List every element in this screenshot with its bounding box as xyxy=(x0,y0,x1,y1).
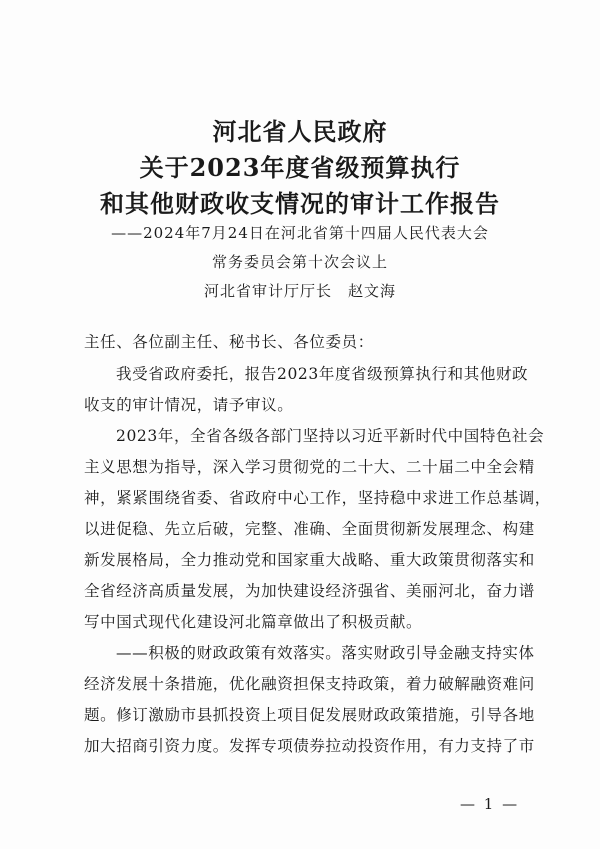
paragraph-2-line-2: 主义思想为指导，深入学习贯彻党的二十大、二十届二中全会精 xyxy=(84,458,535,476)
page-number: — 1 — xyxy=(460,795,520,813)
paragraph-2-line-6: 全省经济高质量发展，为加快建设经济强省、美丽河北，奋力谱 xyxy=(84,582,535,600)
subtitle-line-2: 常务委员会第十次会议上 xyxy=(211,253,388,271)
title-line-1: 河北省人民政府 xyxy=(212,117,388,146)
subtitle-line-3: 河北省审计厅厅长 赵文海 xyxy=(203,282,396,300)
subtitle-line-1: ——2024年7月24日在河北省第十四届人民代表大会 xyxy=(111,224,489,242)
paragraph-2-line-7: 写中国式现代化建设河北篇章做出了积极贡献。 xyxy=(84,613,423,631)
paragraph-2-line-4: 以进促稳、先立后破，完整、准确、全面贯彻新发展理念、构建 xyxy=(84,520,535,538)
title-line-2: 关于2023年度省级预算执行 xyxy=(139,153,461,182)
title-line-3: 和其他财政收支情况的审计工作报告 xyxy=(100,189,500,218)
salutation: 主任、各位副主任、秘书长、各位委员： xyxy=(84,333,374,351)
paragraph-2-line-1: 2023年，全省各级各部门坚持以习近平新时代中国特色社会 xyxy=(116,427,545,445)
paragraph-2-line-5: 新发展格局，全力推动党和国家重大战略、重大政策贯彻落实和 xyxy=(84,551,535,569)
paragraph-3-line-3: 题。修订激励市县抓投资上项目促发展财政政策措施，引导各地 xyxy=(84,706,535,724)
paragraph-3-line-2: 经济发展十条措施，优化融资担保支持政策，着力破解融资难问 xyxy=(84,675,535,693)
paragraph-3-line-4: 加大招商引资力度。发挥专项债券拉动投资作用，有力支持了市 xyxy=(84,737,535,755)
paragraph-3-line-1: ——积极的财政政策有效落实。落实财政引导金融支持实体 xyxy=(116,644,535,662)
paragraph-1-line-1: 我受省政府委托，报告2023年度省级预算执行和其他财政 xyxy=(116,365,529,383)
paragraph-1-line-2: 收支的审计情况，请予审议。 xyxy=(84,396,294,414)
paragraph-2-line-3: 神，紧紧围绕省委、省政府中心工作，坚持稳中求进工作总基调， xyxy=(84,489,551,507)
